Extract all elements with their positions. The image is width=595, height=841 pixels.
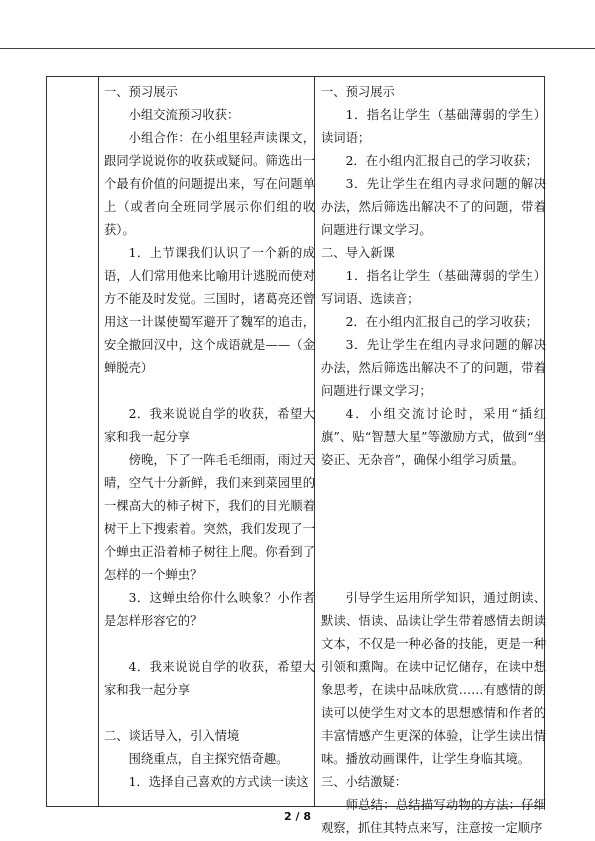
text-paragraph: 3．这蝉虫给你什么映象？小作者是怎样形容它的？ [104,591,315,628]
section-heading: 一、预习展示 [104,85,178,99]
text-paragraph: 引导学生运用所学知识，通过朗读、默读、悟读、品读让学生带着感情去朗读文本，不仅是一种必备的技能，更是一种引领和熏陶。在读中记忆储存，在读中想象思考，在读中品味欣赏……有感情的朗读可以使学生对文本的思想感情和作者的丰富情感产生更深的体验，让学生读出情味。播放动画课件，让学生身临其境。 [321,591,546,766]
section-heading: 二、谈话导入，引入情境 [104,729,240,743]
text-paragraph: 小组合作：在小组里轻声读课文，跟同学说说你的收获或疑问。筛选出一个最有价值的问题提出来，写在问题单上（或者向全班同学展示你们组的收获）。 [104,131,315,237]
text-paragraph: 1．指名让学生（基础薄弱的学生）读词语； [321,108,546,145]
header-rule [0,48,595,49]
spacer [104,633,315,656]
spacer [104,380,315,403]
spacer [321,472,546,587]
text-paragraph: 1．选择自己喜欢的方式读一读这 [128,775,309,789]
text-paragraph: 1．上节课我们认识了一个新的成语，人们常用他来比喻用计逃脱而使对方不能及时发觉。三国时，诸葛亮还曾用这一计谋使蜀军避开了魏军的追击，安全撤回汉中，这个成语就是——（金蝉脱壳） [104,246,315,375]
text-paragraph: 2．在小组内汇报自己的学习收获； [345,154,538,168]
text-paragraph: 1．指名让学生（基础薄弱的学生）写词语、选读音； [321,269,546,306]
page-number: 2 / 8 [284,810,311,823]
text-paragraph: 傍晚，下了一阵毛毛细雨，雨过天晴，空气十分新鲜，我们来到菜园里的一棵高大的柿子树下，我们的目光顺着树干上下搜索着。突然，我们发现了一个蝉虫正沿着柿子树往上爬。你看到了怎样的一个蝉虫？ [104,453,315,582]
text-paragraph: 师总结：总结描写动物的方法：仔细观察，抓住其特点来写，注意按一定顺序 [321,798,546,835]
text-paragraph: 3．先让学生在组内寻求问题的解决办法，然后筛选出解决不了的问题，带着问题进行课文学习； [321,338,546,398]
text-paragraph: 4．小组交流讨论时，采用“插红旗”、贴“智慧大星”等激励方式，做到“坐姿正、无杂音”，确保小组学习质量。 [321,407,546,467]
student-activity-column [98,77,315,806]
text-paragraph: 小组交流预习收获： [128,108,240,122]
section-heading: 二、导入新课 [321,246,395,260]
text-paragraph: 3．先让学生在组内寻求问题的解决办法，然后筛选出解决不了的问题，带着问题进行课文学习。 [321,177,546,237]
text-paragraph: 4．我来说说自学的收获，希望大家和我一起分享 [104,660,315,697]
text-paragraph: 2．在小组内汇报自己的学习收获； [345,315,538,329]
section-heading: 三、小结激疑： [321,775,408,789]
text-paragraph: 2．我来说说自学的收获，希望大家和我一起分享 [104,407,315,444]
teacher-guidance-column [315,77,546,835]
spacer [104,702,315,725]
section-heading: 一、预习展示 [321,85,395,99]
text-paragraph: 围绕重点，自主探究悟奇趣。 [128,752,289,766]
